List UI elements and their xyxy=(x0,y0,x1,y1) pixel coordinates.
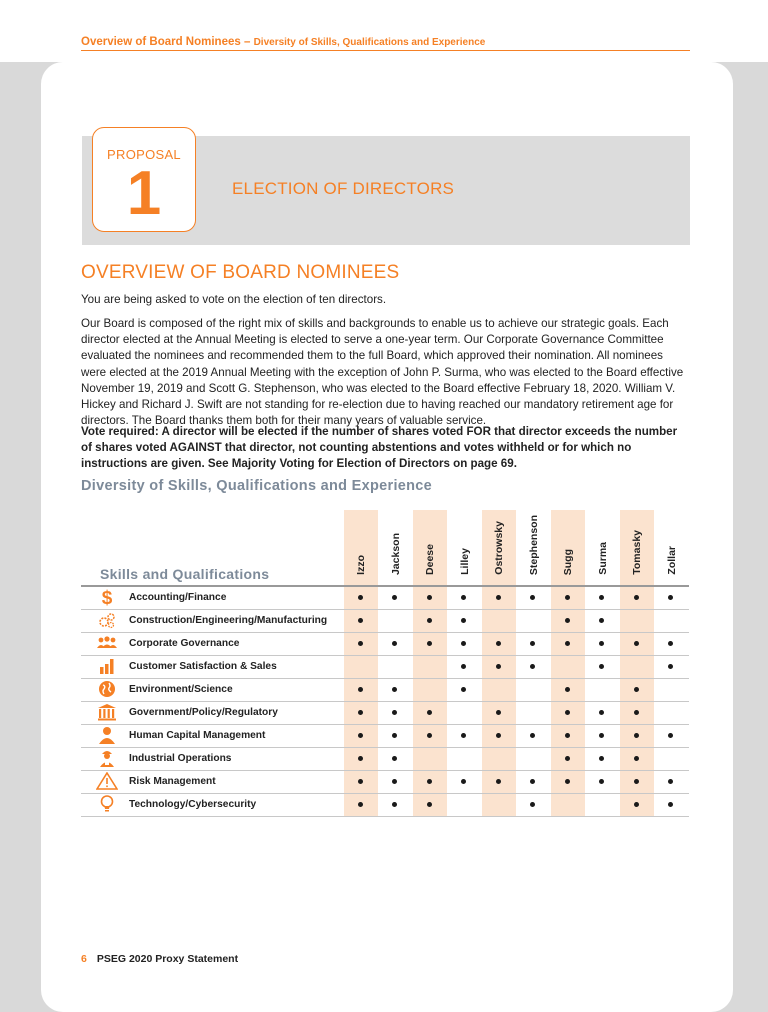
skill-dot xyxy=(358,595,363,600)
section-title: OVERVIEW OF BOARD NOMINEES xyxy=(81,262,400,283)
skill-dot xyxy=(565,710,570,715)
director-name: Deese xyxy=(424,544,436,575)
director-name: Ostrowsky xyxy=(493,521,505,575)
row-divider xyxy=(81,609,689,610)
skill-dot xyxy=(427,710,432,715)
board-paragraph: Our Board is composed of the right mix of skills and backgrounds to enable us to achieve our strategic goals. Each director elected at the Annual Meeting is elected to serve a one-year term. Our Corporate Governance Committee evaluated the nominees and recommended them to the full Board, which approved their nomination. All nominees were elected at the 2019 Annual Meeting with the exception of John P. Surma, who was elected to the Board effective November 19, 2019 and Scott G. Stephenson, who was elected to the Board effective February 18, 2020. William V. Hickey and Richard J. Swift are not standing for re-election due to having reached our mandatory retirement age for directors. The Board thanks them both for their many years of valuable service. xyxy=(81,317,684,428)
row-divider xyxy=(81,632,689,633)
director-name: Surma xyxy=(596,542,609,575)
running-head-separator: – xyxy=(240,36,254,48)
director-name: Stephenson xyxy=(527,514,540,575)
lightbulb-icon xyxy=(96,795,118,813)
row-divider xyxy=(81,770,689,771)
skill-dot xyxy=(496,595,501,600)
dollar-icon xyxy=(96,588,118,606)
director-column-header xyxy=(379,511,413,577)
skill-dot xyxy=(427,641,432,646)
skill-dot xyxy=(358,802,363,807)
skill-dot xyxy=(634,733,639,738)
gears-icon xyxy=(96,611,118,629)
header-rule xyxy=(81,50,690,51)
skill-dot xyxy=(358,618,363,623)
globe-icon xyxy=(96,680,118,698)
director-column-header xyxy=(482,511,516,577)
skill-dot xyxy=(427,595,432,600)
director-column-header xyxy=(413,511,447,577)
director-column-header xyxy=(620,511,654,577)
skill-dot xyxy=(565,779,570,784)
director-name: Jackson xyxy=(389,532,402,575)
running-head xyxy=(81,36,485,48)
row-divider xyxy=(81,747,689,748)
skill-dot xyxy=(634,756,639,761)
skill-dot xyxy=(565,687,570,692)
director-column-header xyxy=(655,511,689,577)
skill-dot xyxy=(358,710,363,715)
skill-dot xyxy=(565,733,570,738)
row-divider xyxy=(81,793,689,794)
proposal-number: 1 xyxy=(126,159,162,228)
person-icon xyxy=(96,726,118,744)
row-divider xyxy=(81,678,689,679)
skill-label: Risk Management xyxy=(129,776,216,787)
skill-dot xyxy=(565,756,570,761)
skill-dot xyxy=(496,641,501,646)
skill-dot xyxy=(496,779,501,784)
skill-label: Industrial Operations xyxy=(129,753,232,764)
row-divider xyxy=(81,816,689,817)
skill-label: Accounting/Finance xyxy=(129,592,227,603)
skill-dot xyxy=(358,779,363,784)
skill-dot xyxy=(427,733,432,738)
warning-icon xyxy=(96,772,118,790)
proposal-badge xyxy=(92,127,196,232)
row-divider xyxy=(81,724,689,725)
skill-dot xyxy=(634,779,639,784)
director-name: Lilley xyxy=(458,548,471,575)
group-icon xyxy=(96,634,118,652)
page-footer xyxy=(81,953,238,965)
skill-dot xyxy=(565,618,570,623)
skill-dot xyxy=(358,733,363,738)
skill-dot xyxy=(496,710,501,715)
worker-icon xyxy=(96,749,118,767)
skill-label: Corporate Governance xyxy=(129,638,240,649)
matrix-header-rule xyxy=(81,585,689,587)
skill-dot xyxy=(427,618,432,623)
director-column-header xyxy=(517,511,551,577)
svg-text:$: $ xyxy=(101,588,113,606)
skill-label: Technology/Cybersecurity xyxy=(129,799,257,810)
skill-dot xyxy=(634,710,639,715)
vote-required-paragraph: Vote required: A director will be elected if the number of shares voted FOR that director exceeds the number of shares voted AGAINST that director, not counting abstentions and votes withheld or for which no instructions are given. See Majority Voting for Election of Directors on page 69. xyxy=(81,425,678,471)
skill-dot xyxy=(358,687,363,692)
skill-dot xyxy=(427,802,432,807)
matrix-row-header: Skills and Qualifications xyxy=(100,566,270,582)
running-head-sub: Diversity of Skills, Qualifications and Experience xyxy=(253,37,486,48)
row-divider xyxy=(81,701,689,702)
skill-label: Environment/Science xyxy=(129,684,233,695)
skill-dot xyxy=(634,802,639,807)
skill-dot xyxy=(565,641,570,646)
proposal-word: PROPOSAL xyxy=(107,147,181,162)
director-column-header xyxy=(586,511,620,577)
running-head-main: Overview of Board Nominees xyxy=(81,36,241,48)
director-column-header xyxy=(551,511,585,577)
skill-dot xyxy=(634,595,639,600)
footer-title: PSEG 2020 Proxy Statement xyxy=(96,953,239,965)
subsection-title: Diversity of Skills, Qualifications and Experience xyxy=(81,478,433,494)
skill-label: Customer Satisfaction & Sales xyxy=(129,661,277,672)
skill-label: Government/Policy/Regulatory xyxy=(129,707,278,718)
skill-label: Construction/Engineering/Manufacturing xyxy=(129,615,328,626)
skill-dot xyxy=(565,595,570,600)
director-column-header xyxy=(448,511,482,577)
proposal-title: ELECTION OF DIRECTORS xyxy=(232,179,455,198)
skill-dot xyxy=(496,664,501,669)
director-name: Izzo xyxy=(355,555,367,575)
director-name: Sugg xyxy=(562,548,574,575)
intro-paragraph: You are being asked to vote on the election of ten directors. xyxy=(81,293,387,306)
skill-dot xyxy=(358,756,363,761)
row-divider xyxy=(81,655,689,656)
page-header xyxy=(0,0,768,62)
page-number: 6 xyxy=(81,953,87,965)
government-building-icon xyxy=(96,703,118,721)
skill-dot xyxy=(427,779,432,784)
bar-chart-icon xyxy=(96,657,118,675)
skill-dot xyxy=(634,641,639,646)
skill-dot xyxy=(634,687,639,692)
skill-dot xyxy=(496,733,501,738)
director-column-header xyxy=(344,511,378,577)
director-name: Zollar xyxy=(665,546,678,575)
director-name: Tomasky xyxy=(631,530,643,575)
skill-label: Human Capital Management xyxy=(129,730,266,741)
skill-dot xyxy=(358,641,363,646)
